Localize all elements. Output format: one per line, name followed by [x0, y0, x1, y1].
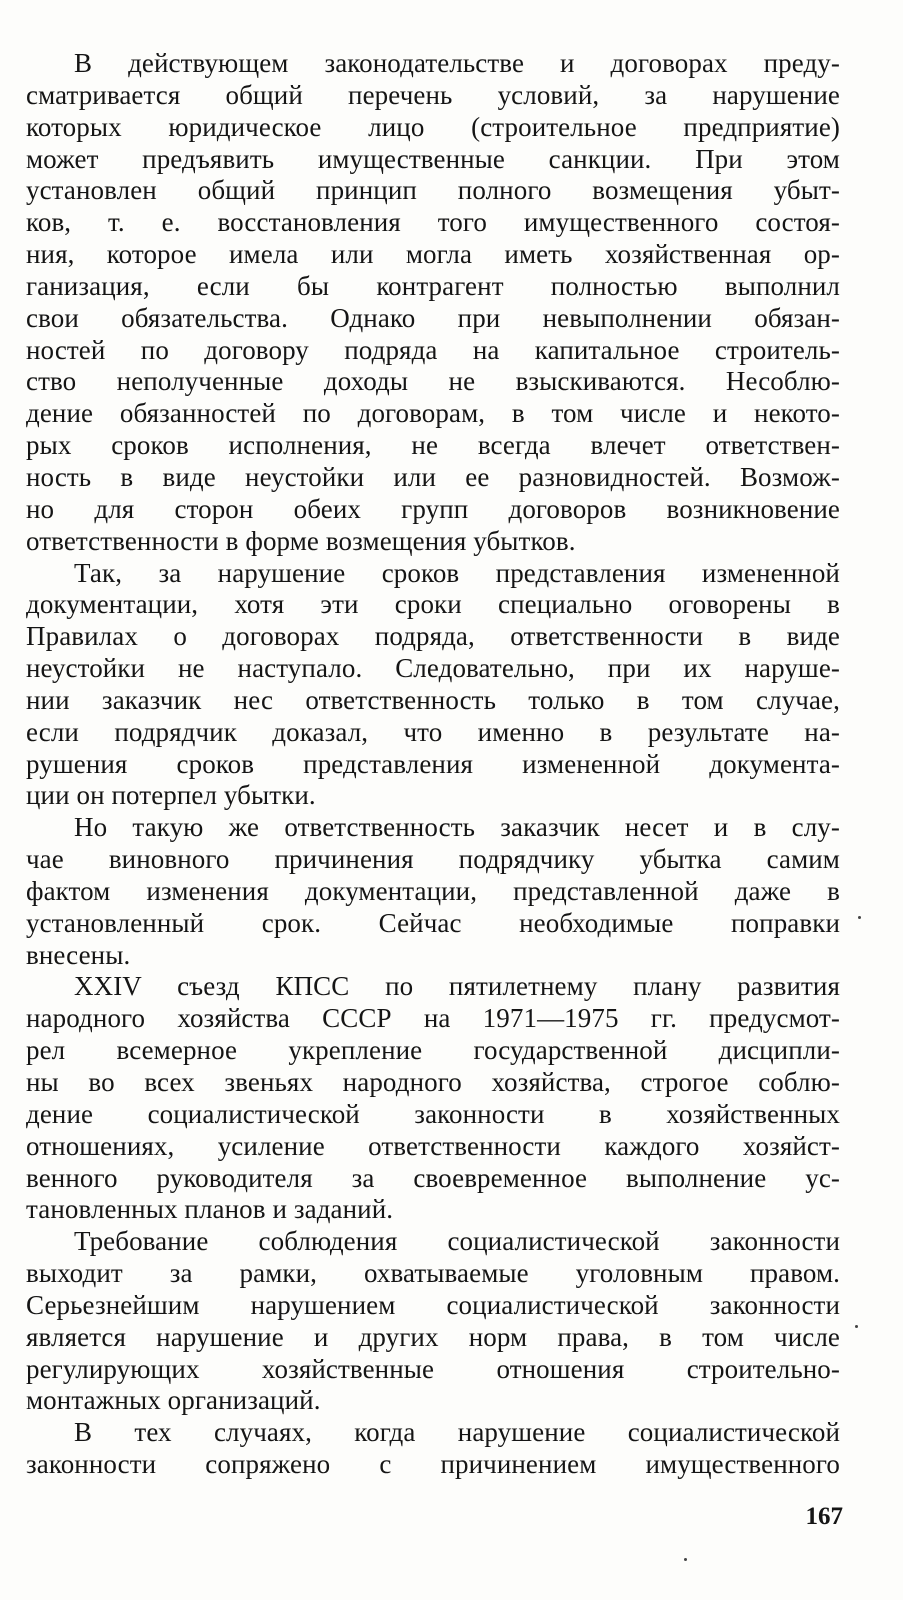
text-line: которых юридическое лицо (строительное предприятие) [26, 111, 840, 142]
text-line: установлен общий принцип полного возмещения убыт- [26, 175, 840, 206]
text-line: ков, т. е. восстановления того имущественного состоя- [26, 207, 840, 238]
text-line: В действующем законодательстве и договорах преду- [74, 48, 840, 78]
paragraph [26, 971, 840, 1226]
text-line: внесены. [26, 939, 131, 970]
text-line: Требование соблюдения социалистической законности [74, 1226, 840, 1257]
text-line: ции он потерпел убытки. [26, 780, 316, 811]
text-line: ность в виде неустойки или ее разновидностей. Возмож- [26, 461, 840, 492]
text-line: монтажных организаций. [26, 1385, 321, 1416]
text-line: свои обязательства. Однако при невыполнении обязан- [26, 302, 840, 333]
text-line: чае виновного причинения подрядчику убытка самим [26, 844, 840, 875]
paragraph [26, 1226, 840, 1417]
text-line: ны во всех звеньях народного хозяйства, строгое соблю- [26, 1067, 840, 1097]
paragraph [26, 48, 840, 558]
text-line: народного хозяйства СССР на 1971—1975 гг. предусмот- [26, 1003, 840, 1034]
text-line: тановленных планов и заданий. [26, 1194, 394, 1225]
text-line: Но такую же ответственность заказчик несет и в слу- [74, 812, 840, 843]
print-speck [684, 1558, 687, 1561]
text-block [26, 48, 840, 1481]
paragraph [26, 812, 840, 971]
text-line: рел всемерное укрепление государственной дисципли- [26, 1035, 840, 1066]
text-line: В тех случаях, когда нарушение социалистической [74, 1417, 840, 1448]
text-line: нии заказчик нес ответственность только в том случае, [26, 684, 840, 715]
text-line: выходит за рамки, охватываемые уголовным правом. [26, 1258, 840, 1289]
text-line: рых сроков исполнения, не всегда влечет ответствен- [26, 430, 840, 461]
text-line: рушения сроков представления измененной документа- [26, 748, 840, 779]
text-line: установленный срок. Сейчас необходимые поправки [26, 907, 840, 938]
text-line: XXIV съезд КПСС по пятилетнему плану развития [74, 971, 840, 1002]
text-line: является нарушение и других норм права, в том числе [26, 1321, 840, 1352]
text-line: ство неполученные доходы не взыскиваются. Несоблю- [26, 366, 840, 397]
text-line: ответственности в форме возмещения убытков. [26, 525, 576, 556]
text-line: Серьезнейшим нарушением социалистической законности [26, 1289, 840, 1320]
paragraph [26, 558, 840, 813]
text-line: законности сопряжено с причинением имущественного [26, 1449, 840, 1480]
text-line: может предъявить имущественные санкции. При этом [26, 143, 840, 174]
print-speck [855, 1325, 858, 1328]
text-line: сматривается общий перечень условий, за нарушение [26, 79, 840, 110]
text-line: ностей по договору подряда на капитальное строитель- [26, 334, 840, 365]
paragraph [26, 1417, 840, 1481]
text-line: документации, хотя эти сроки специально оговорены в [26, 589, 840, 620]
page-number: 167 [805, 1503, 843, 1530]
text-line: дение социалистической законности в хозяйственных [26, 1098, 840, 1129]
text-line: Правилах о договорах подряда, ответственности в виде [26, 621, 840, 652]
text-line: дение обязанностей по договорам, в том числе и некото- [26, 398, 840, 429]
text-line: ганизация, если бы контрагент полностью выполнил [26, 270, 840, 301]
text-line: неустойки не наступало. Следовательно, при их наруше- [26, 653, 840, 684]
print-speck [858, 916, 861, 919]
text-line: Так, за нарушение сроков представления измененной [74, 557, 840, 588]
text-line: ния, которое имела или могла иметь хозяйственная ор- [26, 239, 840, 270]
text-line: но для сторон обеих групп договоров возникновение [26, 493, 840, 524]
text-line: отношениях, усиление ответственности каждого хозяйст- [26, 1130, 840, 1161]
text-line: венного руководителя за своевременное выполнение ус- [26, 1162, 840, 1193]
text-line: если подрядчик доказал, что именно в результате на- [26, 716, 840, 747]
text-line: фактом изменения документации, представленной даже в [26, 875, 840, 906]
text-line: регулирующих хозяйственные отношения строительно- [26, 1353, 840, 1384]
